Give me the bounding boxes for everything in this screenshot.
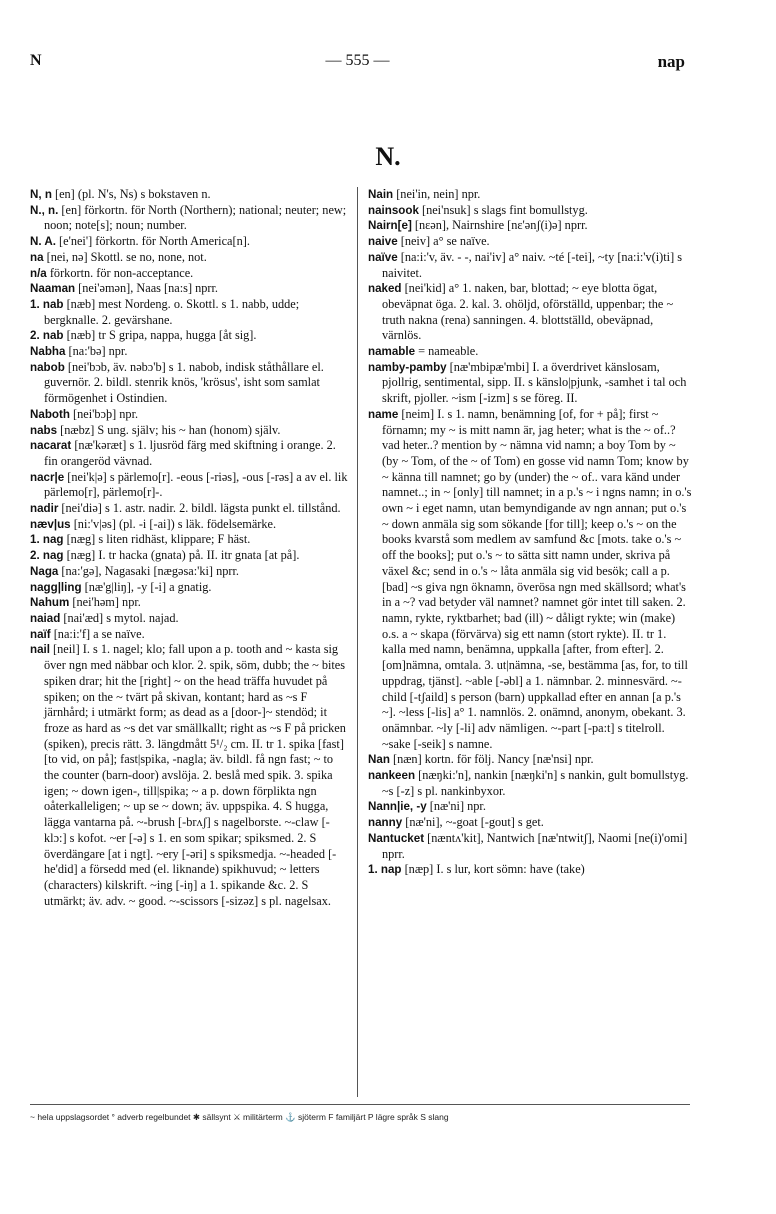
entry-definition: [næbz] S ung. själv; his ~ han (honom) själv. xyxy=(57,422,281,437)
footer-divider xyxy=(30,1104,690,1105)
dictionary-entry xyxy=(30,360,350,407)
right-column xyxy=(368,187,692,878)
dictionary-entry xyxy=(368,281,692,344)
entry-definition: [nei'nsuk] s slags fint bomullstyg. xyxy=(418,202,588,217)
footer-legend: ~ hela uppslagsordet ° adverb regelbundet ✱ sällsynt ⚔ militärterm ⚓ sjöterm F familjärt P lägre språk S slang xyxy=(30,1112,449,1122)
entry-headword: 2. nab xyxy=(30,329,64,343)
dictionary-entry xyxy=(30,234,350,250)
entry-headword: Nann|ie, -y xyxy=(368,800,427,814)
entry-definition: [neil] I. s 1. nagel; klo; fall upon a p. tooth and ~ kasta sig över ngn med näbbar och klor. 2. spik, söm, dubb; the ~ bites spiken drar; hit the [right] ~ on the head träffa huvudet på spiken; on the ~ tvärt på skivan, kontant; hard as ~s F järnhård; i utmärkt form; as dead as a [door-]~ stendöd; it froze as hard as ~s det var smällkallt; right as ~s F på pricken (spiken), precis rätt. 3. längdmått 5¹/₂ cm. II. tr 1. spika [fast] [to vid, on på]; fast|spika, -nagla; äv. bildl. få ngn fast; ~ to the counter (barn-door) avslöja. 2. beslå med spik. 3. spika igen; ~ down igen-, till|spika; ~ a p. down förplikta ngn oåterkalleligen; ~ up se ~ down; äv. uppspika. 4. S hugga, lägga vantarna på. ~-brush [-brʌʃ] s nagelborste. ~-claw [-klɔ:] s kofot. ~er [-ə] s 1. en som spikar; spiksmed. 2. S överdängare [at i ngt]. ~ery [-əri] s spiksmedja. ~-headed [-he'did] a försedd med (el. liknande) spikhuvud; ~ letters (characters) kilskrift. ~ing [-iŋ] a 1. spikande &c. 2. S utmärkt; äv. adv. ~ good. ~-scissors [-sizəz] s pl. nagelsax. xyxy=(44,642,346,908)
section-letter: N. xyxy=(375,142,401,171)
entry-definition: [en] (pl. N's, Ns) s bokstaven n. xyxy=(51,187,211,201)
entry-headword: Nan xyxy=(368,753,390,767)
entry-headword: n/a xyxy=(30,266,47,280)
dictionary-entry xyxy=(368,250,692,281)
entry-definition: [na:'gə], Nagasaki [nægəsa:'ki] nprr. xyxy=(58,563,239,578)
entry-headword: naïve xyxy=(368,250,398,264)
dictionary-entry xyxy=(30,564,350,580)
entry-headword: nail xyxy=(30,643,50,657)
dictionary-entry xyxy=(30,548,350,564)
entry-definition: [næ'ni] npr. xyxy=(426,799,486,814)
dictionary-entry xyxy=(368,187,692,203)
dictionary-entry xyxy=(30,203,350,234)
entry-headword: Naaman xyxy=(30,282,76,296)
dictionary-entry xyxy=(30,266,350,282)
dictionary-entry xyxy=(368,862,692,878)
entry-headword: Naboth xyxy=(30,407,70,421)
header-right-guide-word: nap xyxy=(657,52,685,71)
dictionary-entry xyxy=(30,187,350,203)
column-divider xyxy=(357,187,358,1097)
dictionary-entry xyxy=(30,517,350,533)
left-column xyxy=(30,187,350,909)
dictionary-entry xyxy=(30,438,350,469)
entry-headword: N., n. xyxy=(30,203,59,217)
header-left-guide-letter: N xyxy=(30,52,42,69)
entry-definition: [ni:'v|əs] (pl. -i [-ai]) s läk. födelsemärke. xyxy=(70,516,277,531)
entry-headword: 1. nag xyxy=(30,533,64,547)
dictionary-entry xyxy=(30,611,350,627)
entry-headword: Naga xyxy=(30,564,59,578)
dictionary-entry xyxy=(368,344,692,360)
dictionary-entry xyxy=(30,250,350,266)
dictionary-entry xyxy=(30,297,350,328)
dictionary-entry xyxy=(30,328,350,344)
entry-definition: förkortn. för non-acceptance. xyxy=(46,265,194,280)
entry-headword: Nain xyxy=(368,188,394,201)
dictionary-entry xyxy=(30,595,350,611)
entry-headword: nacarat xyxy=(30,439,72,453)
dictionary-entry xyxy=(368,407,692,752)
entry-headword: naïf xyxy=(30,627,51,641)
dictionary-entry xyxy=(30,344,350,360)
entry-definition: [nei'kid] a° 1. naken, bar, blottad; ~ eye blotta ögat, obeväpnat öga. 2. kal. 3. ohöljd, oförställd, uppenbar; the ~ truth nakna (rena) sanningen. 4. blottställd, obeväpnad, värnlös. xyxy=(382,281,674,343)
entry-headword: 1. nab xyxy=(30,297,64,311)
dictionary-entry xyxy=(368,360,692,407)
entry-definition: [nei'bɔþ] npr. xyxy=(69,406,139,421)
dictionary-entry xyxy=(368,752,692,768)
entry-headword: nabs xyxy=(30,423,58,437)
entry-definition: [nei'in, nein] npr. xyxy=(393,187,481,201)
entry-definition: [næn] kortn. för följ. Nancy [næ'nsi] npr. xyxy=(389,752,594,767)
dictionary-entry xyxy=(30,501,350,517)
entry-definition: [næb] mest Nordeng. o. Skottl. s 1. nabb, udde; bergknalle. 2. gevärshane. xyxy=(44,296,300,327)
entry-definition: [næ'ni], ~-goat [-gout] s get. xyxy=(402,815,544,830)
entry-definition: [næŋki:'n], nankin [næŋki'n] s nankin, gult bomullstyg. ~s [-z] s pl. nankinbyxor. xyxy=(382,768,689,798)
entry-definition: [næg] I. tr hacka (gnata) på. II. itr gnata [at på]. xyxy=(63,548,300,563)
dictionary-entry xyxy=(30,532,350,548)
entry-definition: [næ'kəræt] s 1. ljusröd färg med skiftning i orange. 2. fin orangeröd vävnad. xyxy=(44,438,336,468)
entry-definition: [nεən], Nairnshire [nε'ənʃ(i)ə] nprr. xyxy=(411,218,588,233)
entry-definition: [na:i:'v, äv. - -, nai'iv] a° naiv. ~té [-tei], ~ty [na:i:'v(i)ti] s naivitet. xyxy=(382,249,683,280)
dictionary-entry xyxy=(30,423,350,439)
entry-definition: [næb] tr S gripa, nappa, hugga [åt sig]. xyxy=(63,328,257,343)
dictionary-entry xyxy=(30,627,350,643)
entry-definition: [nei, nə] Skottl. se no, none, not. xyxy=(43,249,207,264)
dictionary-entry xyxy=(368,831,692,862)
entry-definition: [en] förkortn. för North (Northern); national; neuter; new; noon; note[s]; noun; number. xyxy=(44,202,347,233)
entry-definition: = nameable. xyxy=(415,344,479,359)
entry-headword: name xyxy=(368,407,399,421)
entry-headword: naive xyxy=(368,235,398,249)
entry-headword: N. A. xyxy=(30,235,56,249)
entry-definition: [neim] I. s 1. namn, benämning [of, for + på]; first ~ förnamn; my ~ is mitt namn är, jag heter; what is the ~ of..? vad heter..? mention by ~ nämna vid namn; a boy Tom by ~ (by ~ Tom, of the ~ of Tom) en gosse vid namn Tom; know by ~ känna till namnet; go by (under) the ~ of.. vara känd under namnet..; in ~ [only] till namnet; in a p.'s ~ i ngns namn; in o.'s own ~ i eget namn, utan bemyndigande av ngn annan; put o.'s ~ down anmäla sig som sökande [for till]; keep o.'s ~ on the books kvarstå som medlem av samfund &c [mots. take o.'s ~ off the books]; put o.'s ~ to sätta sitt namn under, skriva på växel &c; send in o.'s ~ låta anmäla sig vid besök; call a p. [bad] ~s giva ngn öknamn, överösa ngn med skällsord; what's in a ~? vad betyder väl namnet? namnet gör intet till saken. 2. namn, rykte, ryktbarhet; bad (ill) ~ dåligt rykte; win (make) o.s. a ~ skapa (förvärva) sig ett namn (stort rykte). II. tr 1. kalla med namn, benämna, uppkalla [after, from efter]. 2. [om]nämna, omtala. 3. ut|nämna, -se, bestämma [as, for, to till uppdrag, tjänst]. ~able [-əbl] a 1. nämnbar. 2. minnesvärd. ~-child [-tʃaild] s person (barn) uppkallad efter en annan [a p.'s ~]. ~less [-lis] a° 1. namnlös. 2. onämnd, anonym, obekant. 3. onämnbar. ~ly [-li] adv nämligen. ~-part [-pa:t] s titelroll. ~sake [-seik] s namne. xyxy=(382,406,692,751)
entry-headword: 2. nag xyxy=(30,549,64,563)
dictionary-entry xyxy=(30,470,350,501)
entry-definition: [na:'bə] npr. xyxy=(65,344,128,359)
entry-headword: nacr|e xyxy=(30,470,65,484)
entry-definition: [e'nei'] förkortn. för North America[n]. xyxy=(55,234,250,249)
entry-headword: nanny xyxy=(368,816,403,830)
entry-headword: Nantucket xyxy=(368,831,425,845)
entry-headword: na xyxy=(30,250,44,264)
entry-headword: naiad xyxy=(30,611,61,625)
entry-headword: nabob xyxy=(30,360,65,374)
dictionary-entry xyxy=(368,799,692,815)
dictionary-entry xyxy=(368,218,692,234)
entry-headword: Nabha xyxy=(30,345,66,359)
entry-headword: 1. nap xyxy=(368,863,402,877)
dictionary-entry xyxy=(30,281,350,297)
entry-headword: næv|us xyxy=(30,517,71,531)
dictionary-entry xyxy=(30,642,350,909)
dictionary-entry xyxy=(30,580,350,596)
entry-headword: nadir xyxy=(30,502,59,516)
entry-headword: nagg|ling xyxy=(30,580,82,594)
entry-headword: namable xyxy=(368,345,416,359)
entry-definition: [nei'həm] npr. xyxy=(69,595,141,610)
entry-definition: [neiv] a° se naïve. xyxy=(397,234,490,249)
entry-definition: [næ'g|liŋ], -y [-i] a gnatig. xyxy=(81,579,212,594)
entry-headword: nainsook xyxy=(368,203,419,217)
entry-definition: [næg] s liten ridhäst, klippare; F häst. xyxy=(63,532,251,547)
entry-definition: [nei'əmən], Naas [na:s] nprr. xyxy=(75,281,219,296)
dictionary-entry xyxy=(368,234,692,250)
entry-headword: Nairn[e] xyxy=(368,219,412,233)
entry-definition: [nei'k|ə] s pärlemo[r]. -eous [-riəs], -ous [-rəs] a av el. lik pärlemo[r], pärlemo[r]-. xyxy=(44,469,348,500)
page-number: — 555 — xyxy=(325,52,390,69)
entry-definition: [nei'diə] s 1. astr. nadir. 2. bildl. lägsta punkt el. tillstånd. xyxy=(58,501,341,516)
page-header xyxy=(30,52,685,76)
entry-headword: Nahum xyxy=(30,596,70,610)
entry-definition: [nei'bɔb, äv. nəbɔ'b] s 1. nabob, indisk ståthållare el. guvernör. 2. bildl. stenrik knös, 'krösus', isht som samlat förmögenhet i Ostindien. xyxy=(44,359,324,406)
dictionary-entry xyxy=(368,768,692,799)
entry-definition: [nai'æd] s mytol. najad. xyxy=(60,610,179,625)
entry-headword: N, n xyxy=(30,188,52,201)
entry-definition: [næp] I. s lur, kort sömn: have (take) xyxy=(401,862,585,877)
entry-headword: nankeen xyxy=(368,769,416,783)
dictionary-entry xyxy=(368,203,692,219)
entry-headword: naked xyxy=(368,282,402,296)
entry-definition: [næ'mbipæ'mbi] I. a överdrivet känslosam, pjollrig, sentimental, sipp. II. s känslo|pjunk, -samhet i tal och skrift, pjoller. ~ism [-izm] s se föreg. II. xyxy=(382,359,687,406)
dictionary-entry xyxy=(368,815,692,831)
dictionary-entry xyxy=(30,407,350,423)
entry-headword: namby-pamby xyxy=(368,360,447,374)
entry-definition: [na:i:'f] a se naïve. xyxy=(50,626,145,641)
entry-definition: [næntʌ'kit], Nantwich [næ'ntwitʃ], Naomi [ne(i)'omi] nprr. xyxy=(382,830,688,861)
